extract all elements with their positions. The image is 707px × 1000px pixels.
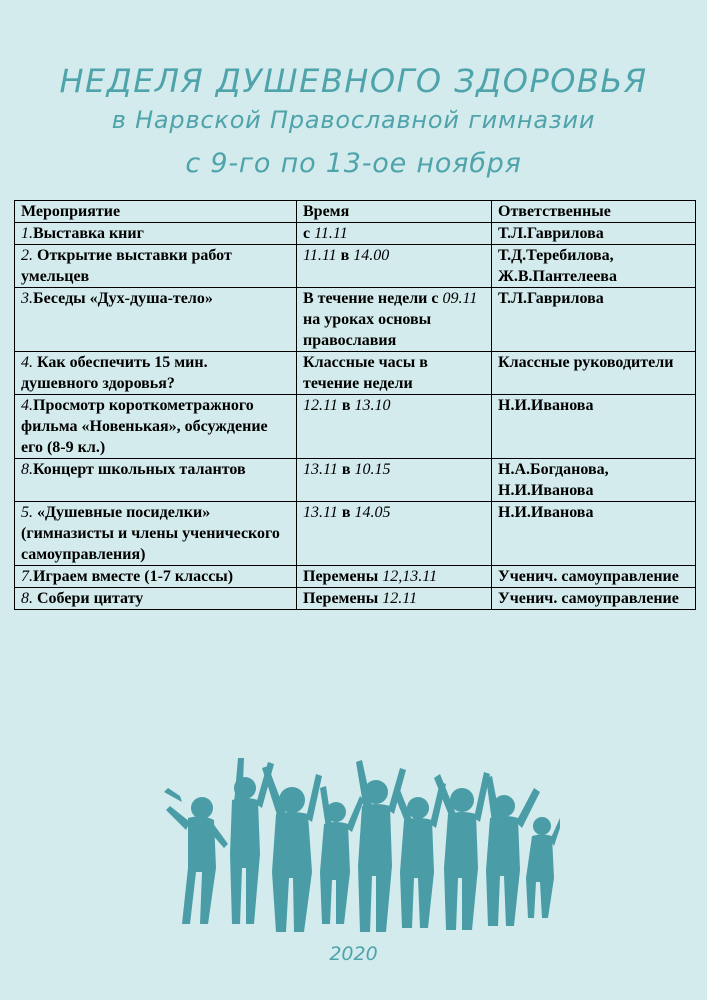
- responsible-cell: Н.И.Иванова: [492, 502, 696, 566]
- header-responsible: Ответственные: [492, 201, 696, 223]
- event-cell: 4. Как обеспечить 15 мин. душевного здоровья?: [15, 352, 297, 395]
- event-cell: 4.Просмотр короткометражного фильма «Новенькая», обсуждение его (8-9 кл.): [15, 395, 297, 459]
- event-cell: 7.Играем вместе (1-7 классы): [15, 566, 297, 588]
- table-row: [15, 459, 696, 502]
- time-cell: Классные часы в течение недели: [297, 352, 492, 395]
- event-cell: 8. Собери цитату: [15, 588, 297, 610]
- header-time: Время: [297, 201, 492, 223]
- table-row: [15, 566, 696, 588]
- event-cell: 5. «Душевные посиделки» (гимназисты и члены ученического самоуправления): [15, 502, 297, 566]
- time-cell: с 11.11: [297, 223, 492, 245]
- responsible-cell: Т.Л.Гаврилова: [492, 288, 696, 352]
- time-cell: В течение недели с 09.11 на уроках основы православия: [297, 288, 492, 352]
- page-subtitle: в Нарвской Православной гимназии: [111, 106, 596, 134]
- year-label: 2020: [329, 943, 378, 965]
- time-cell: 13.11 в 10.15: [297, 459, 492, 502]
- table-row: [15, 288, 696, 352]
- table-row: [15, 352, 696, 395]
- responsible-cell: Ученич. самоуправление: [492, 588, 696, 610]
- header-event: Мероприятие: [15, 201, 297, 223]
- table-row: [15, 588, 696, 610]
- responsible-cell: Ученич. самоуправление: [492, 566, 696, 588]
- time-cell: 13.11 в 14.05: [297, 502, 492, 566]
- time-cell: Перемены 12.11: [297, 588, 492, 610]
- table-row: [15, 395, 696, 459]
- schedule-table: [14, 200, 696, 610]
- event-cell: 3.Беседы «Дух-душа-тело»: [15, 288, 297, 352]
- responsible-cell: Н.И.Иванова: [492, 395, 696, 459]
- time-cell: 12.11 в 13.10: [297, 395, 492, 459]
- time-cell: 11.11 в 14.00: [297, 245, 492, 288]
- event-cell: 1.Выставка книг: [15, 223, 297, 245]
- page-title: НЕДЕЛЯ ДУШЕВНОГО ЗДОРОВЬЯ: [59, 62, 648, 100]
- table-header-row: [15, 201, 696, 223]
- responsible-cell: Н.А.Богданова, Н.И.Иванова: [492, 459, 696, 502]
- event-cell: 2. Открытие выставки работ умельцев: [15, 245, 297, 288]
- children-silhouettes-icon: [150, 748, 560, 938]
- table-row: [15, 223, 696, 245]
- date-range: с 9-го по 13-ое ноября: [185, 148, 522, 179]
- responsible-cell: Т.Л.Гаврилова: [492, 223, 696, 245]
- event-cell: 8.Концерт школьных талантов: [15, 459, 297, 502]
- table-row: [15, 245, 696, 288]
- table-row: [15, 502, 696, 566]
- responsible-cell: Классные руководители: [492, 352, 696, 395]
- responsible-cell: Т.Д.Теребилова, Ж.В.Пантелеева: [492, 245, 696, 288]
- time-cell: Перемены 12,13.11: [297, 566, 492, 588]
